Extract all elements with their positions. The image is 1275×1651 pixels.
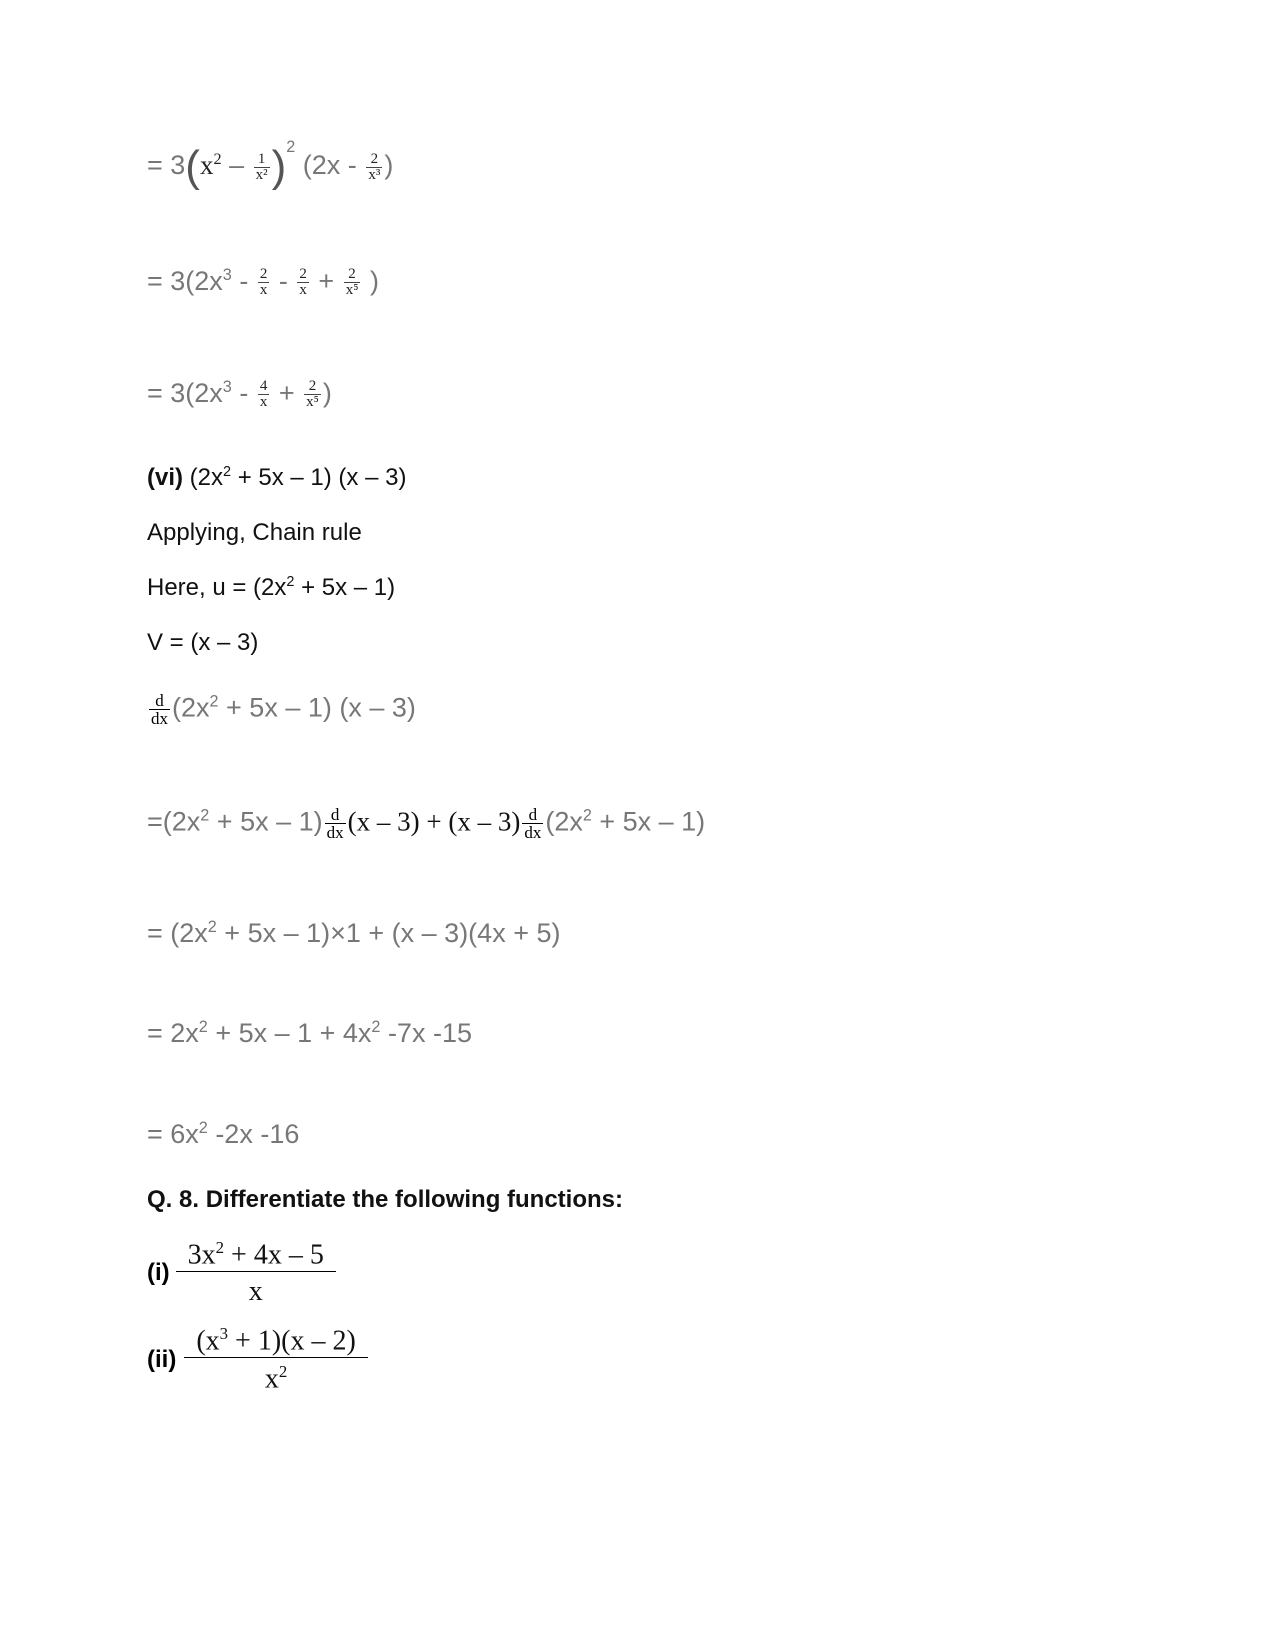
numerator: 2: [259, 266, 268, 283]
numerator: [182, 1238, 330, 1271]
denominator: x²: [255, 166, 268, 183]
question-part-ii: [147, 1324, 362, 1396]
fraction: [297, 267, 309, 298]
exponent: 3: [222, 266, 232, 284]
numerator: 2: [308, 378, 317, 395]
exponent: 2: [215, 1238, 225, 1257]
outer-exponent: 2: [286, 138, 296, 157]
question-part-i: [147, 1238, 330, 1308]
expr-part: (2x: [183, 464, 224, 491]
expr-part: (x – 3) + (x – 3): [347, 806, 521, 837]
part-label: (i): [147, 1259, 170, 1287]
derivative-operator: [325, 806, 346, 841]
equation-line-1: [147, 138, 394, 192]
exponent: 2: [223, 464, 232, 480]
v-definition: V = (x – 3): [147, 629, 259, 656]
expr-part: (2x: [172, 692, 210, 723]
expr-part: x: [264, 1363, 279, 1395]
exponent: 3: [219, 1324, 229, 1343]
paren-open: (: [185, 142, 200, 191]
denominator: dx: [151, 709, 168, 728]
paren-close: ): [322, 378, 332, 408]
expr-part: (x: [196, 1325, 220, 1357]
numerator: [190, 1324, 361, 1357]
eq-prefix: = 3(2x: [147, 378, 223, 408]
exponent: 2: [371, 1018, 381, 1036]
exponent: 3: [222, 378, 232, 396]
expr-part: + 5x – 1) (x – 3): [218, 692, 416, 723]
derivative-line-2: [147, 806, 705, 841]
minus-sign: –: [229, 150, 245, 181]
numerator: d: [155, 691, 164, 710]
exponent: 2: [198, 1119, 208, 1137]
expr-part: Here, u = (2x: [147, 574, 287, 601]
var-x: x: [199, 150, 214, 181]
expr-part: + 5x – 1)×1 + (x – 3)(4x + 5): [216, 918, 561, 948]
derivative-line-4: [147, 1018, 472, 1049]
expr-part: = (2x: [147, 918, 208, 948]
expr-part: + 5x – 1): [294, 574, 396, 601]
denominator: x⁵: [345, 282, 359, 299]
expr-part: -2x -16: [207, 1119, 300, 1149]
numerator: 2: [370, 150, 379, 167]
denominator: x: [176, 1271, 336, 1308]
denominator: dx: [326, 823, 344, 842]
expr-part: (2x: [545, 806, 583, 837]
expr-part: + 1)(x – 2): [228, 1325, 356, 1357]
part-vi-heading: [147, 464, 406, 492]
numerator: d: [330, 805, 340, 824]
plus-sign: +: [318, 266, 335, 296]
fraction: [344, 267, 361, 298]
denominator: [184, 1357, 367, 1395]
exponent: 2: [198, 1018, 208, 1036]
fraction: [254, 152, 270, 183]
paren-close: ): [271, 142, 287, 191]
numerator: 1: [257, 150, 266, 167]
factor-open: (2x -: [302, 150, 357, 181]
eq-prefix: = 3: [147, 150, 186, 181]
plus-sign: +: [278, 378, 295, 408]
part-label: (vi): [147, 464, 183, 491]
exponent: 2: [213, 150, 222, 169]
expr-part: = 2x: [147, 1018, 199, 1048]
fraction: [366, 152, 382, 183]
question-title: Q. 8. Differentiate the following functions:: [147, 1186, 624, 1213]
numerator: 2: [299, 266, 307, 283]
exponent: 2: [582, 806, 592, 825]
expr-part: = 6x: [147, 1119, 199, 1149]
expr-part: + 5x – 1): [209, 806, 323, 837]
u-definition: [147, 574, 395, 602]
part-label: (ii): [147, 1345, 177, 1373]
denominator: x³: [368, 166, 381, 183]
fraction: [258, 267, 270, 298]
expr-part: + 5x – 1): [591, 806, 706, 837]
minus-sign: -: [239, 266, 249, 296]
expr-part: + 5x – 1 + 4x: [207, 1018, 372, 1048]
exponent: 2: [286, 574, 295, 590]
expr-part: 3x: [187, 1239, 216, 1271]
denominator: x: [259, 394, 268, 411]
expr-part: =(2x: [147, 806, 201, 837]
derivative-line-5: [147, 1119, 299, 1150]
derivative-operator: [522, 806, 543, 841]
fraction: [190, 1324, 361, 1396]
numerator: 4: [259, 378, 268, 395]
numerator: 2: [348, 266, 356, 283]
denominator: x⁵: [306, 394, 319, 411]
expr-part: + 5x – 1) (x – 3): [231, 464, 407, 491]
expr-part: + 4x – 5: [224, 1239, 324, 1271]
equation-line-3: [147, 378, 332, 410]
numerator: d: [528, 805, 538, 824]
fraction: [258, 379, 270, 410]
denominator: x: [299, 282, 307, 299]
paren-close: ): [369, 266, 379, 296]
exponent: 2: [200, 806, 210, 825]
derivative-line-3: [147, 918, 560, 949]
denominator: x: [259, 282, 268, 299]
derivative-operator: [149, 692, 170, 727]
chain-rule-text: Applying, Chain rule: [147, 519, 362, 546]
expr-part: -7x -15: [380, 1018, 472, 1048]
minus-sign: -: [239, 378, 249, 408]
factor-close: ): [384, 150, 394, 181]
denominator: dx: [524, 823, 542, 842]
exponent: 2: [209, 692, 219, 711]
exponent: 2: [207, 918, 217, 936]
exponent: 2: [278, 1362, 288, 1382]
derivative-line-1: [147, 692, 416, 727]
minus-sign: -: [278, 266, 288, 296]
fraction: [304, 379, 321, 410]
fraction: [182, 1238, 330, 1308]
equation-line-2: [147, 266, 379, 298]
eq-prefix: = 3(2x: [147, 266, 223, 296]
